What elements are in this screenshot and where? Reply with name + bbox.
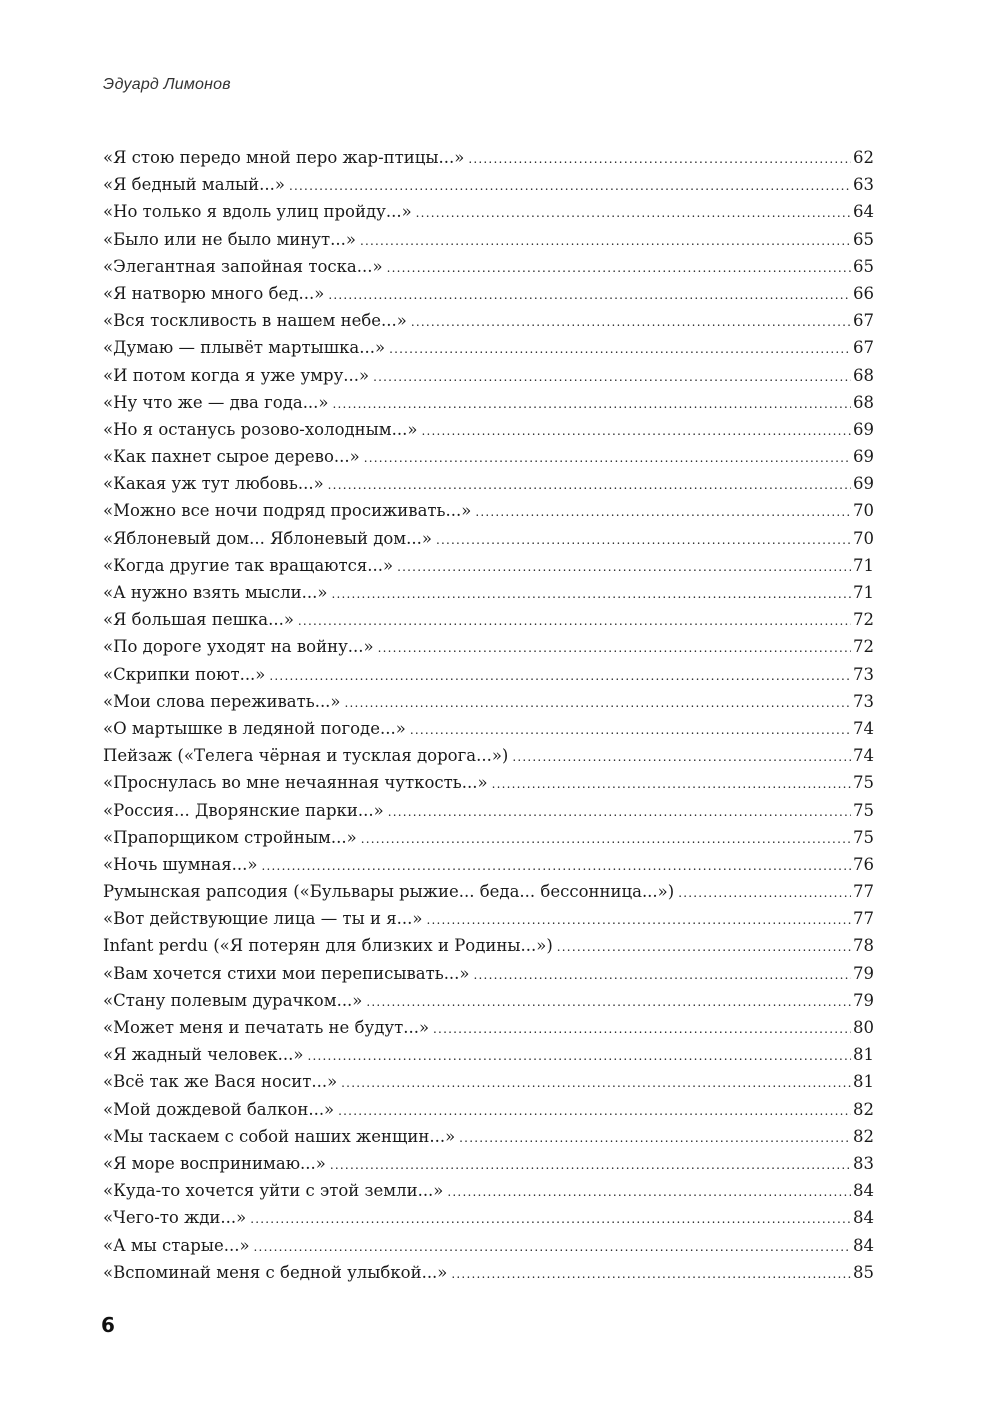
toc-entry	[103, 443, 874, 470]
toc-entry	[103, 334, 874, 361]
toc-entry-title: «Думаю — плывёт мартышка...»	[103, 338, 386, 358]
toc-entry	[103, 1041, 874, 1068]
toc-entry	[103, 1232, 874, 1259]
dot-leader	[475, 499, 851, 524]
dot-leader	[512, 744, 851, 769]
toc-entry	[103, 1177, 874, 1204]
toc-entry-page: 71	[853, 583, 874, 602]
toc-entry-page: 75	[853, 827, 874, 847]
toc-entry	[103, 606, 874, 633]
toc-entry	[103, 389, 874, 416]
toc-entry-page: 82	[853, 1099, 874, 1119]
dot-leader	[436, 527, 851, 552]
toc-entry-page: 66	[853, 283, 874, 303]
toc-entry-title: «Можно все ночи подряд просиживать...»	[103, 501, 472, 521]
dot-leader	[364, 445, 851, 470]
toc-entry-page: 77	[853, 909, 874, 929]
toc-entry-page: 65	[853, 229, 874, 249]
toc-entry-title: «Когда другие так вращаются...»	[103, 555, 394, 575]
toc-entry	[103, 1096, 874, 1123]
toc-entry-title: «Чего-то жди...»	[103, 1208, 247, 1228]
toc-entry-title: «Я большая пешка...»	[103, 610, 294, 630]
dot-leader	[298, 608, 851, 633]
toc-entry-title: «Какая уж тут любовь...»	[103, 474, 324, 494]
toc-entry-title: Infant perdu («Я потерян для близких и Родины...»)	[103, 936, 553, 956]
toc-entry-title: «Я стою передо мной перо жар-птицы...»	[103, 148, 465, 167]
toc-entry	[103, 171, 874, 198]
toc-entry-title: «Мои слова переживать...»	[103, 691, 341, 711]
toc-entry	[103, 960, 874, 987]
toc-entry-title: «Прапорщиком стройным...»	[103, 827, 357, 847]
toc-entry-title: «Мой дождевой балкон...»	[103, 1099, 335, 1119]
toc-entry-page: 73	[853, 691, 874, 711]
dot-leader	[389, 336, 851, 361]
toc-entry-title: «Стану полевым дурачком...»	[103, 990, 363, 1010]
toc-entry-title: «Но только я вдоль улиц пройду...»	[103, 202, 412, 222]
toc-entry	[103, 905, 874, 932]
toc-entry	[103, 851, 874, 878]
dot-leader	[361, 826, 851, 851]
toc-entry	[103, 1259, 874, 1286]
toc-entry-title: «Я бедный малый...»	[103, 175, 286, 195]
dot-leader	[289, 173, 851, 198]
toc-entry	[103, 497, 874, 524]
toc-entry-page: 84	[853, 1181, 874, 1201]
toc-entry-title: «Вся тоскливость в нашем небе...»	[103, 311, 407, 331]
toc-entry	[103, 797, 874, 824]
toc-entry-title: «Как пахнет сырое дерево...»	[103, 447, 360, 467]
toc-entry-page: 69	[853, 419, 874, 439]
toc-entry-title: «Скрипки поют...»	[103, 664, 266, 684]
toc-entry	[103, 144, 874, 171]
toc-entry-title: «Ночь шумная...»	[103, 854, 258, 874]
dot-leader	[433, 1016, 851, 1041]
toc-entry	[103, 1014, 874, 1041]
toc-entry	[103, 1123, 874, 1150]
toc-entry	[103, 715, 874, 742]
toc-entry-page: 84	[853, 1208, 874, 1228]
toc-entry-title: «По дороге уходят на войну...»	[103, 637, 374, 657]
toc-entry-page: 70	[853, 528, 874, 548]
toc-entry-page: 72	[853, 637, 874, 657]
toc-entry-page: 77	[853, 882, 874, 902]
toc-entry-page: 68	[853, 392, 874, 412]
dot-leader	[447, 1179, 851, 1204]
toc-entry-title: «Вам хочется стихи мои переписывать...»	[103, 963, 470, 983]
toc-entry	[103, 1204, 874, 1231]
toc-entry	[103, 824, 874, 851]
toc-entry-title: «Всё так же Вася носит...»	[103, 1072, 338, 1092]
dot-leader	[331, 581, 851, 606]
toc-entry	[103, 579, 874, 606]
toc-entry-title: «А мы старые...»	[103, 1235, 250, 1255]
dot-leader	[262, 853, 851, 878]
toc-entry	[103, 688, 874, 715]
dot-leader	[373, 364, 851, 389]
toc-entry-title: «Вспоминай меня с бедной улыбкой...»	[103, 1262, 448, 1282]
toc-entry-page: 80	[853, 1018, 874, 1037]
running-head: Эдуард Лимонов	[103, 76, 231, 93]
dot-leader	[366, 989, 851, 1014]
toc-entry	[103, 362, 874, 389]
toc-entry	[103, 416, 874, 443]
toc-entry-page: 73	[853, 664, 874, 684]
dot-leader	[492, 771, 851, 796]
toc-entry-title: «Россия... Дворянские парки...»	[103, 800, 384, 820]
dot-leader	[451, 1261, 851, 1286]
toc-entry-page: 75	[853, 773, 874, 793]
toc-entry-page: 74	[853, 718, 874, 738]
toc-entry-page: 82	[853, 1126, 874, 1146]
toc-entry-title: «Я натворю много бед...»	[103, 283, 325, 303]
dot-leader	[338, 1098, 851, 1123]
toc-entry	[103, 1068, 874, 1095]
toc-entry	[103, 280, 874, 307]
dot-leader	[387, 255, 851, 280]
toc-entry-title: «Яблоневый дом... Яблоневый дом...»	[103, 528, 432, 548]
dot-leader	[426, 907, 851, 932]
toc-entry	[103, 1150, 874, 1177]
dot-leader	[421, 418, 851, 443]
dot-leader	[330, 1152, 851, 1177]
toc-entry	[103, 878, 874, 905]
toc-entry-page: 83	[853, 1153, 874, 1173]
toc-entry-title: «Куда-то хочется уйти с этой земли...»	[103, 1181, 444, 1201]
toc-entry	[103, 769, 874, 796]
toc-entry	[103, 470, 874, 497]
toc-entry-title: «И потом когда я уже умру...»	[103, 365, 370, 385]
dot-leader	[416, 200, 851, 225]
table-of-contents	[103, 144, 874, 1286]
toc-entry-page: 68	[853, 365, 874, 385]
dot-leader	[345, 690, 851, 715]
dot-leader	[308, 1043, 852, 1068]
toc-entry	[103, 932, 874, 959]
toc-entry	[103, 742, 874, 769]
dot-leader	[459, 1125, 851, 1150]
toc-entry-page: 67	[853, 311, 874, 331]
toc-entry-page: 75	[853, 800, 874, 820]
dot-leader	[328, 282, 851, 307]
toc-entry-page: 67	[853, 338, 874, 358]
dot-leader	[388, 799, 851, 824]
toc-entry-title: Пейзаж («Телега чёрная и тусклая дорога...»)	[103, 746, 509, 766]
toc-entry	[103, 987, 874, 1014]
toc-entry-title: «Было или не было минут...»	[103, 229, 356, 249]
toc-entry-page: 78	[853, 936, 874, 956]
dot-leader	[328, 472, 851, 497]
toc-entry-title: «О мартышке в ледяной погоде...»	[103, 718, 406, 738]
toc-entry-page: 84	[853, 1235, 874, 1255]
toc-entry-title: Румынская рапсодия («Бульвары рыжие... беда... бессонница...»)	[103, 882, 675, 902]
toc-entry-page: 81	[853, 1072, 874, 1092]
toc-entry-title: «Вот действующие лица — ты и я...»	[103, 909, 423, 929]
toc-entry-page: 85	[853, 1262, 874, 1282]
toc-entry-title: «Я жадный человек...»	[103, 1045, 304, 1065]
dot-leader	[269, 663, 851, 688]
toc-entry-page: 76	[853, 854, 874, 874]
toc-entry-page: 79	[853, 990, 874, 1010]
toc-entry-page: 69	[853, 474, 874, 494]
dot-leader	[411, 309, 851, 334]
toc-entry-title: «А нужно взять мысли...»	[103, 583, 328, 602]
dot-leader	[474, 962, 851, 987]
page-number: 6	[101, 1313, 115, 1337]
toc-entry	[103, 552, 874, 579]
toc-entry-title: «Проснулась во мне нечаянная чуткость...»	[103, 773, 488, 793]
toc-entry-page: 74	[853, 746, 874, 766]
toc-entry	[103, 633, 874, 660]
toc-entry-title: «Мы таскаем с собой наших женщин...»	[103, 1126, 456, 1146]
dot-leader	[254, 1234, 851, 1259]
toc-entry	[103, 307, 874, 334]
dot-leader	[360, 228, 851, 253]
toc-entry-page: 65	[853, 256, 874, 276]
toc-entry-title: «Но я останусь розово-холодным...»	[103, 419, 418, 439]
toc-entry-title: «Я море воспринимаю...»	[103, 1153, 326, 1173]
toc-entry	[103, 253, 874, 280]
toc-entry-title: «Ну что же — два года...»	[103, 392, 329, 412]
toc-entry-page: 72	[853, 610, 874, 630]
toc-entry-title: «Может меня и печатать не будут...»	[103, 1018, 430, 1037]
toc-entry-page: 79	[853, 963, 874, 983]
toc-entry	[103, 525, 874, 552]
dot-leader	[378, 635, 851, 660]
toc-entry	[103, 226, 874, 253]
toc-entry-page: 63	[853, 175, 874, 195]
dot-leader	[410, 717, 851, 742]
dot-leader	[397, 554, 851, 579]
toc-entry-page: 81	[853, 1045, 874, 1065]
dot-leader	[341, 1070, 851, 1095]
dot-leader	[468, 146, 851, 171]
dot-leader	[333, 391, 851, 416]
toc-entry	[103, 661, 874, 688]
toc-entry	[103, 198, 874, 225]
toc-entry-page: 64	[853, 202, 874, 222]
dot-leader	[557, 934, 851, 959]
toc-entry-title: «Элегантная запойная тоска...»	[103, 256, 383, 276]
dot-leader	[678, 880, 851, 905]
dot-leader	[250, 1206, 851, 1231]
toc-entry-page: 70	[853, 501, 874, 521]
toc-entry-page: 62	[853, 148, 874, 167]
toc-entry-page: 71	[853, 555, 874, 575]
toc-entry-page: 69	[853, 447, 874, 467]
